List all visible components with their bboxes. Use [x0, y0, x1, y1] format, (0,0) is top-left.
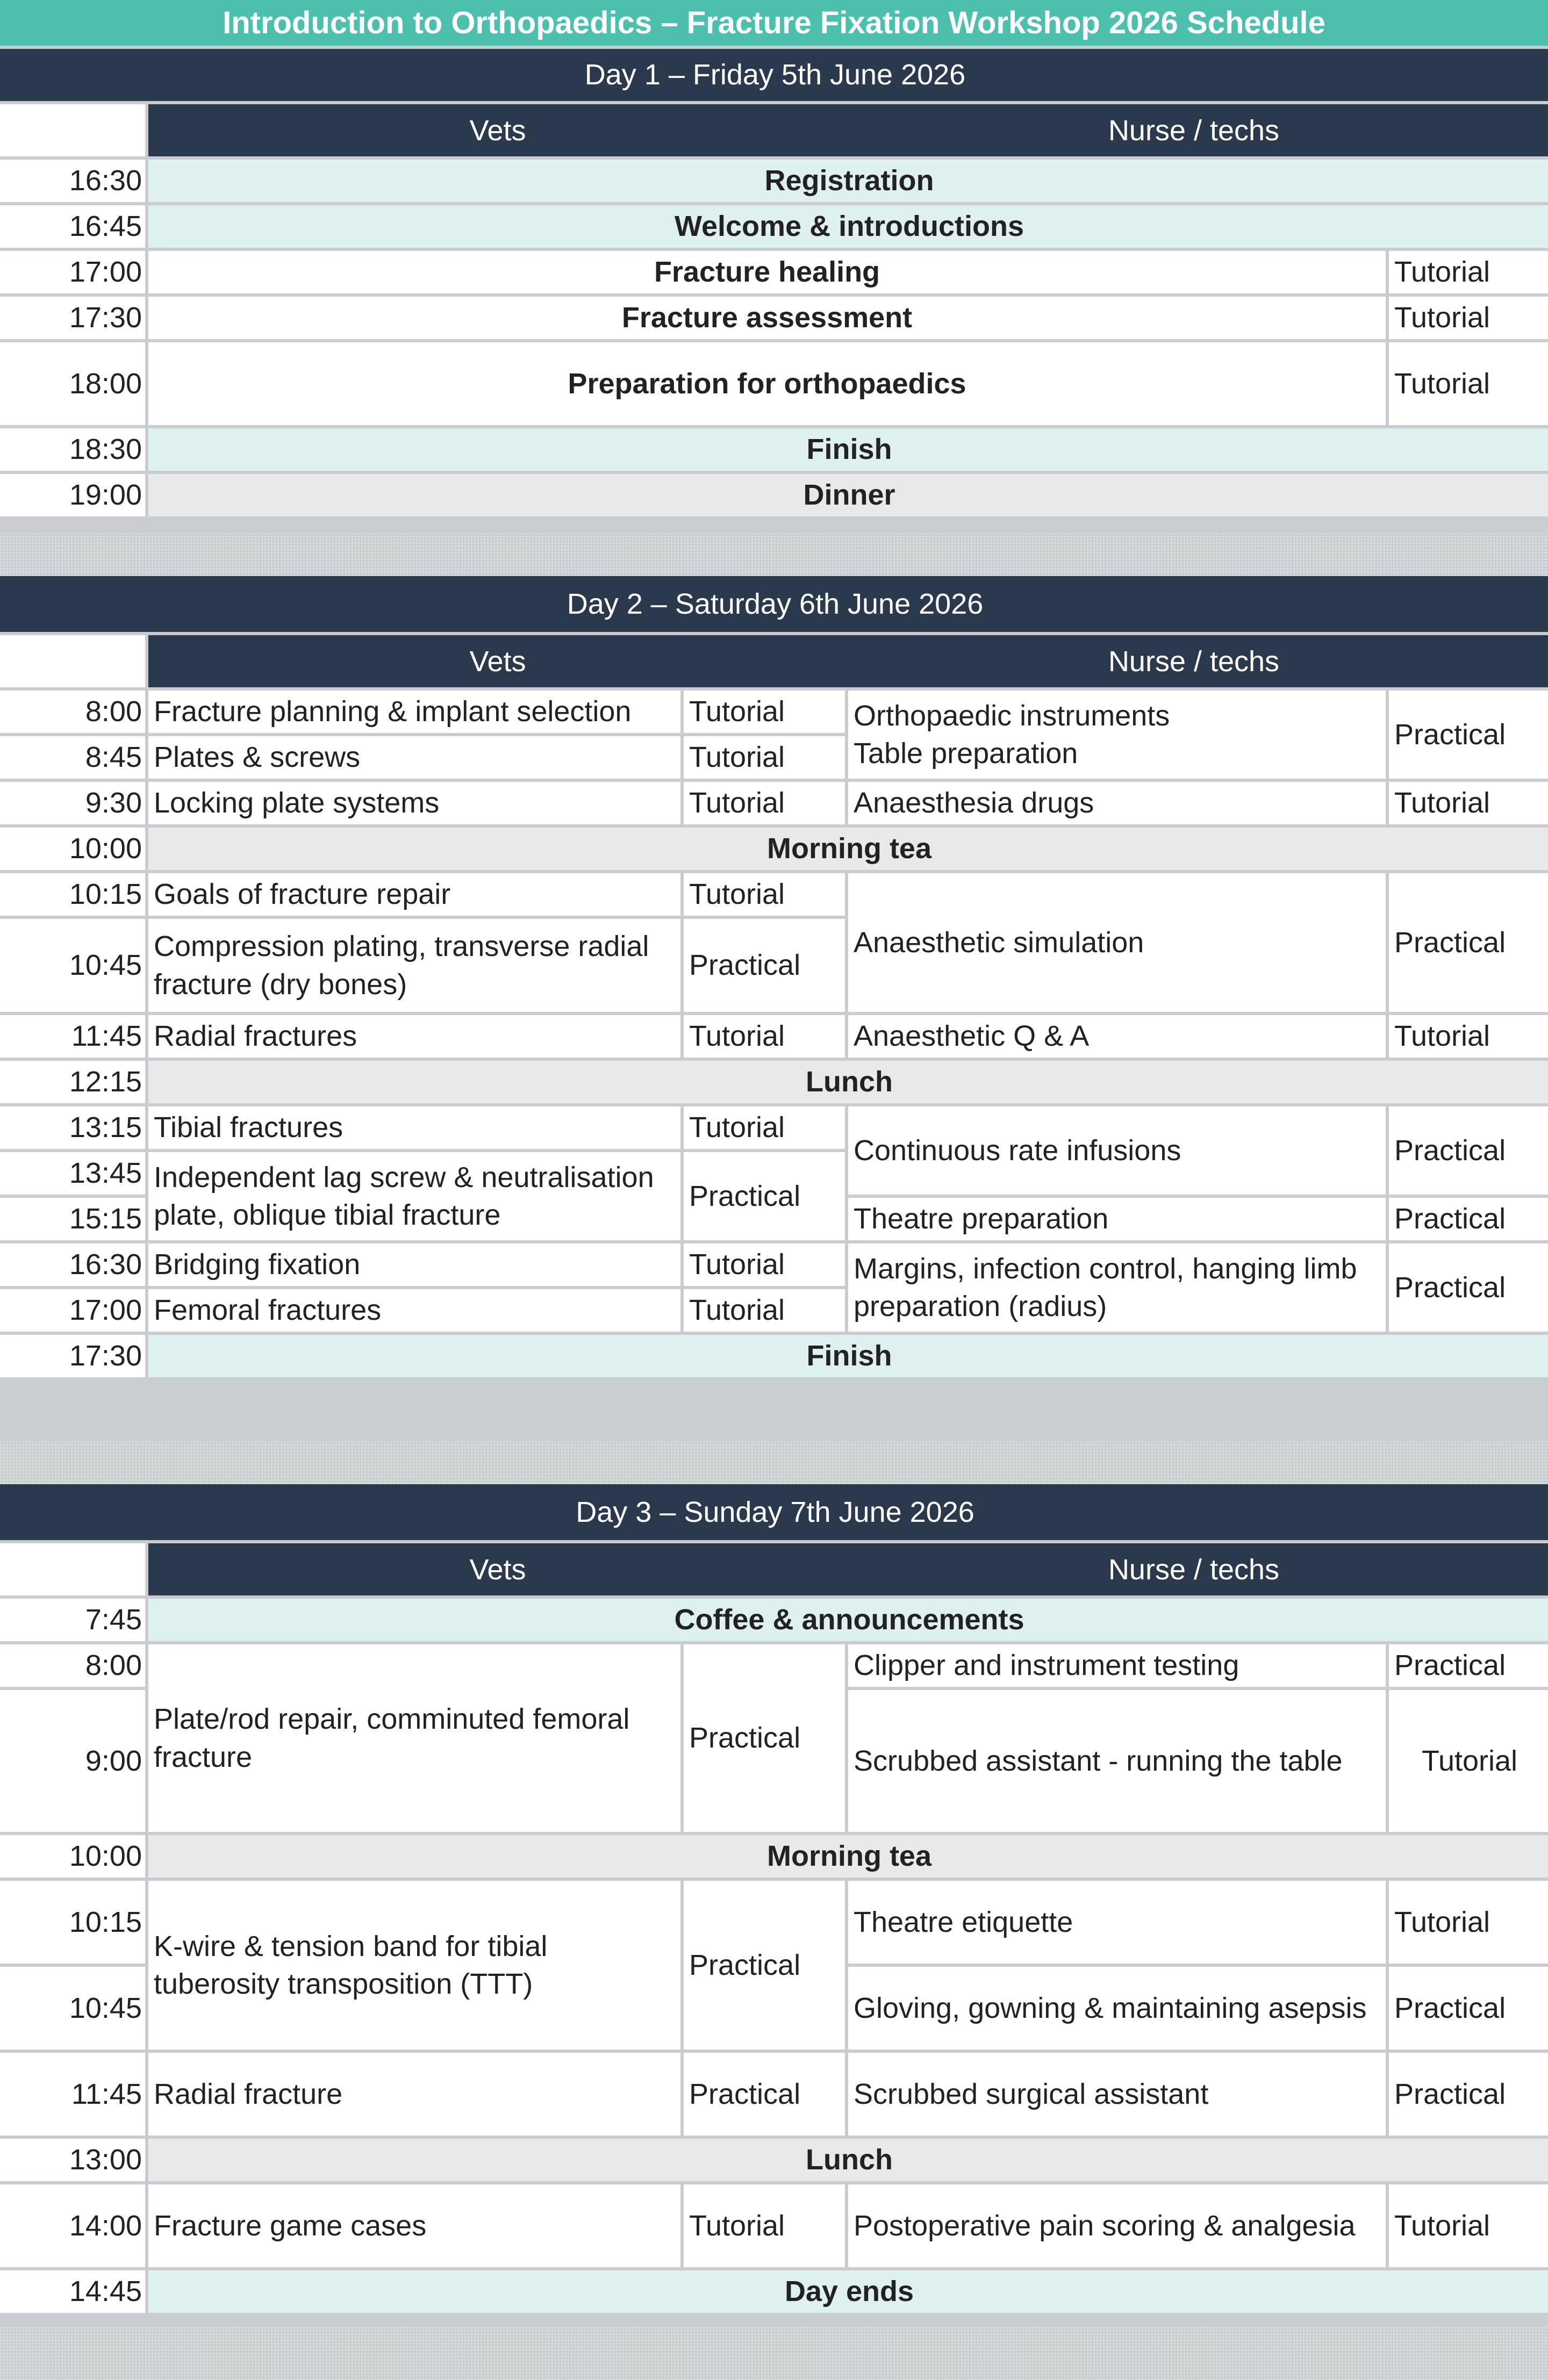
time-cell: 10:45: [0, 919, 145, 1012]
session-type: Tutorial: [1389, 297, 1548, 339]
nurses-column-label: Nurse / techs: [1108, 114, 1280, 147]
time-cell: 18:30: [0, 428, 145, 471]
session-type: Practical: [1389, 1644, 1548, 1687]
page-footer-band: [0, 2327, 1548, 2380]
nurses-column-label: Nurse / techs: [1108, 645, 1280, 678]
event-morning-tea: Morning tea: [148, 1835, 1548, 1878]
session-type: Practical: [684, 2053, 845, 2135]
time-cell: 19:00: [0, 474, 145, 516]
session-type: Tutorial: [1389, 1015, 1548, 1058]
time-cell: 13:15: [0, 1106, 145, 1149]
session-type: Practical: [1389, 1106, 1548, 1195]
session-type: Practical: [684, 919, 845, 1012]
time-cell: 7:45: [0, 1599, 145, 1641]
time-cell: 10:00: [0, 1835, 145, 1878]
session-title: Scrubbed surgical assistant: [848, 2053, 1386, 2135]
event-registration: Registration: [148, 160, 1548, 202]
day1-heading: Day 1 – Friday 5th June 2026: [0, 49, 1548, 101]
time-cell: 9:30: [0, 782, 145, 824]
event-welcome: Welcome & introductions: [148, 205, 1548, 248]
session-title: Locking plate systems: [148, 782, 680, 824]
session-title: Postoperative pain scoring & analgesia: [848, 2184, 1386, 2267]
session-title: Anaesthetic Q & A: [848, 1015, 1386, 1058]
time-cell: 10:15: [0, 873, 145, 916]
session-title: Plate/rod repair, comminuted femoral fracture: [148, 1644, 680, 1832]
day2-table: [0, 576, 1548, 1380]
session-line: Table preparation: [854, 737, 1078, 770]
session-title: Independent lag screw & neutralisation plate, oblique tibial fracture: [148, 1152, 680, 1240]
vets-column-label: Vets: [469, 1553, 526, 1586]
day3-heading: Day 3 – Sunday 7th June 2026: [0, 1484, 1548, 1540]
time-cell: 12:15: [0, 1061, 145, 1103]
session-type: Tutorial: [1389, 1881, 1548, 1964]
day1-table: [0, 49, 1548, 520]
time-cell: 17:30: [0, 1335, 145, 1377]
event-finish: Finish: [148, 428, 1548, 471]
time-cell: 14:45: [0, 2270, 145, 2313]
day3-header-spacer: [0, 1543, 145, 1595]
time-cell: 17:30: [0, 297, 145, 339]
session-title: Radial fractures: [148, 1015, 680, 1058]
event-coffee: Coffee & announcements: [148, 1599, 1548, 1641]
session-type: Tutorial: [684, 782, 845, 824]
time-cell: 16:30: [0, 160, 145, 202]
day1-column-header: [148, 104, 1548, 156]
session-type: Tutorial: [684, 1015, 845, 1058]
day3-table: [0, 1484, 1548, 2316]
time-cell: 17:00: [0, 1289, 145, 1332]
session-title: Continuous rate infusions: [848, 1106, 1386, 1195]
event-finish: Finish: [148, 1335, 1548, 1377]
session-line: Orthopaedic instruments: [854, 699, 1170, 732]
session-type: Tutorial: [684, 1243, 845, 1286]
session-type: Practical: [1389, 1243, 1548, 1332]
session-title: Compression plating, transverse radial fracture (dry bones): [148, 919, 680, 1012]
session-type: Tutorial: [684, 691, 845, 733]
session-title: Femoral fractures: [148, 1289, 680, 1332]
session-title: Clipper and instrument testing: [848, 1644, 1386, 1687]
session-title: Fracture healing: [148, 251, 1386, 293]
session-type: Tutorial: [684, 2184, 845, 2267]
time-cell: 11:45: [0, 1015, 145, 1058]
day2-heading: Day 2 – Saturday 6th June 2026: [0, 576, 1548, 632]
time-cell: 11:45: [0, 2053, 145, 2135]
day1-header-spacer: [0, 104, 145, 156]
time-cell: 15:15: [0, 1198, 145, 1240]
event-lunch: Lunch: [148, 2139, 1548, 2181]
time-cell: 10:45: [0, 1967, 145, 2050]
session-title: Bridging fixation: [148, 1243, 680, 1286]
session-type: Practical: [1389, 873, 1548, 1012]
time-cell: 16:30: [0, 1243, 145, 1286]
session-type: Tutorial: [1389, 782, 1548, 824]
event-dinner: Dinner: [148, 474, 1548, 516]
time-cell: 8:45: [0, 736, 145, 779]
session-type: Tutorial: [684, 736, 845, 779]
time-cell: 18:00: [0, 342, 145, 425]
session-type: Practical: [1389, 2053, 1548, 2135]
session-title: Fracture planning & implant selection: [148, 691, 680, 733]
time-cell: 13:45: [0, 1152, 145, 1195]
session-type: Tutorial: [1389, 1690, 1548, 1832]
time-cell: 8:00: [0, 1644, 145, 1687]
time-cell: 16:45: [0, 205, 145, 248]
session-type: Tutorial: [1389, 251, 1548, 293]
page-title: Introduction to Orthopaedics – Fracture Fixation Workshop 2026 Schedule: [0, 0, 1548, 46]
session-type: Tutorial: [684, 1289, 845, 1332]
session-title: Theatre etiquette: [848, 1881, 1386, 1964]
day2-column-header: [148, 635, 1548, 687]
vets-column-label: Vets: [469, 114, 526, 147]
session-type: Tutorial: [1389, 2184, 1548, 2267]
session-title: [848, 691, 1386, 779]
session-title: Tibial fractures: [148, 1106, 680, 1149]
session-title: Preparation for orthopaedics: [148, 342, 1386, 425]
nurses-column-label: Nurse / techs: [1108, 1553, 1280, 1586]
time-cell: 14:00: [0, 2184, 145, 2267]
time-cell: 17:00: [0, 251, 145, 293]
day2-header-spacer: [0, 635, 145, 687]
time-cell: 13:00: [0, 2139, 145, 2181]
session-title: Fracture assessment: [148, 297, 1386, 339]
time-cell: 9:00: [0, 1690, 145, 1832]
session-type: Tutorial: [684, 873, 845, 916]
session-title: Anaesthesia drugs: [848, 782, 1386, 824]
session-type: Tutorial: [684, 1106, 845, 1149]
session-title: Plates & screws: [148, 736, 680, 779]
session-title: Fracture game cases: [148, 2184, 680, 2267]
session-type: Practical: [684, 1152, 845, 1240]
session-type: Tutorial: [1389, 342, 1548, 425]
event-day-ends: Day ends: [148, 2270, 1548, 2313]
session-type: Practical: [684, 1881, 845, 2050]
session-title: Gloving, gowning & maintaining asepsis: [848, 1967, 1386, 2050]
session-title: Goals of fracture repair: [148, 873, 680, 916]
time-cell: 10:15: [0, 1881, 145, 1964]
time-cell: 8:00: [0, 691, 145, 733]
session-title: Theatre preparation: [848, 1198, 1386, 1240]
session-title: Margins, infection control, hanging limb preparation (radius): [848, 1243, 1386, 1332]
session-title: Anaesthetic simulation: [848, 873, 1386, 1012]
session-title: K-wire & tension band for tibial tuberosity transposition (TTT): [148, 1881, 680, 2050]
session-type: Practical: [1389, 691, 1548, 779]
day-separator: [0, 1441, 1548, 1484]
vets-column-label: Vets: [469, 645, 526, 678]
event-morning-tea: Morning tea: [148, 828, 1548, 870]
day-separator: [0, 533, 1548, 576]
session-type: Practical: [684, 1644, 845, 1832]
session-type: Practical: [1389, 1198, 1548, 1240]
session-title: Radial fracture: [148, 2053, 680, 2135]
time-cell: 10:00: [0, 828, 145, 870]
day3-column-header: [148, 1543, 1548, 1595]
session-title: Scrubbed assistant - running the table: [848, 1690, 1386, 1832]
event-lunch: Lunch: [148, 1061, 1548, 1103]
session-type: Practical: [1389, 1967, 1548, 2050]
